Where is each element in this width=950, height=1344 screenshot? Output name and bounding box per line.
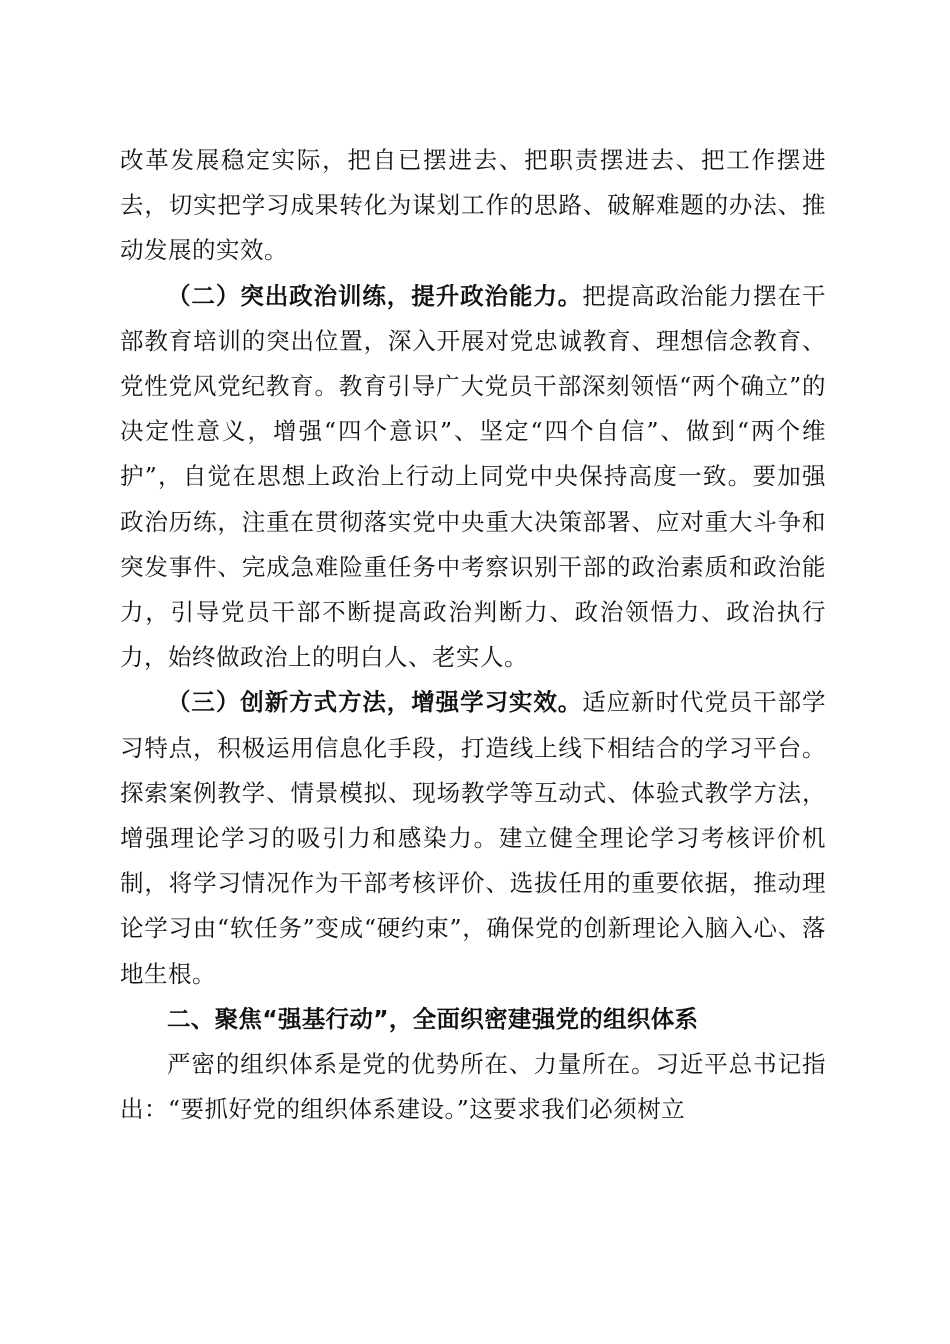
paragraph-section-2 (120, 274, 826, 681)
section-heading-2: 二、聚焦“强基行动”，全面织密建强党的组织体系 (167, 1004, 699, 1033)
section-2-body: 把提高政治能力摆在干部教育培训的突出位置，深入开展对党忠诚教育、理想信念教育、党性党风党纪教育。教育引导广大党员干部深刻领悟“两个确立”的决定性意义，增强“四个意识”、坚定“四个自信”、做到“两个维护”，自觉在思想上政治上行动上同党中央保持高度一致。要加强政治历练，注重在贯彻落实党中央重大决策部署、应对重大斗争和突发事件、完成急难险重任务中考察识别干部的政治素质和政治能力，引导党员干部不断提高政治判断力、政治领悟力、政治执行力，始终做政治上的明白人、老实人。 (120, 281, 827, 672)
paragraph-continuation: 改革发展稳定实际，把自已摆进去、把职责摆进去、把工作摆进去，切实把学习成果转化为谋划工作的思路、破解难题的办法、推动发展的实效。 (120, 146, 826, 265)
paragraph-section-3 (120, 680, 826, 996)
section-3-body: 适应新时代党员干部学习特点，积极运用信息化手段，打造线上线下相结合的学习平台。探索案例教学、情景模拟、现场教学等互动式、体验式教学方法，增强理论学习的吸引力和感染力。建立健全理论学习考核评价机制，将学习情况作为干部考核评价、选拔任用的重要依据，推动理论学习由“软任务”变成“硬约束”，确保党的创新理论入脑入心、落地生根。 (120, 688, 827, 988)
document-page (120, 138, 826, 1132)
paragraph-organization: 严密的组织体系是党的优势所在、力量所在。习近平总书记指出：“要抓好党的组织体系建设。”这要求我们必须树立 (120, 1050, 826, 1124)
section-2-subhead: （二）突出政治训练，提升政治能力。 (167, 281, 583, 310)
section-3-subhead: （三）创新方式方法，增强学习实效。 (167, 688, 583, 717)
